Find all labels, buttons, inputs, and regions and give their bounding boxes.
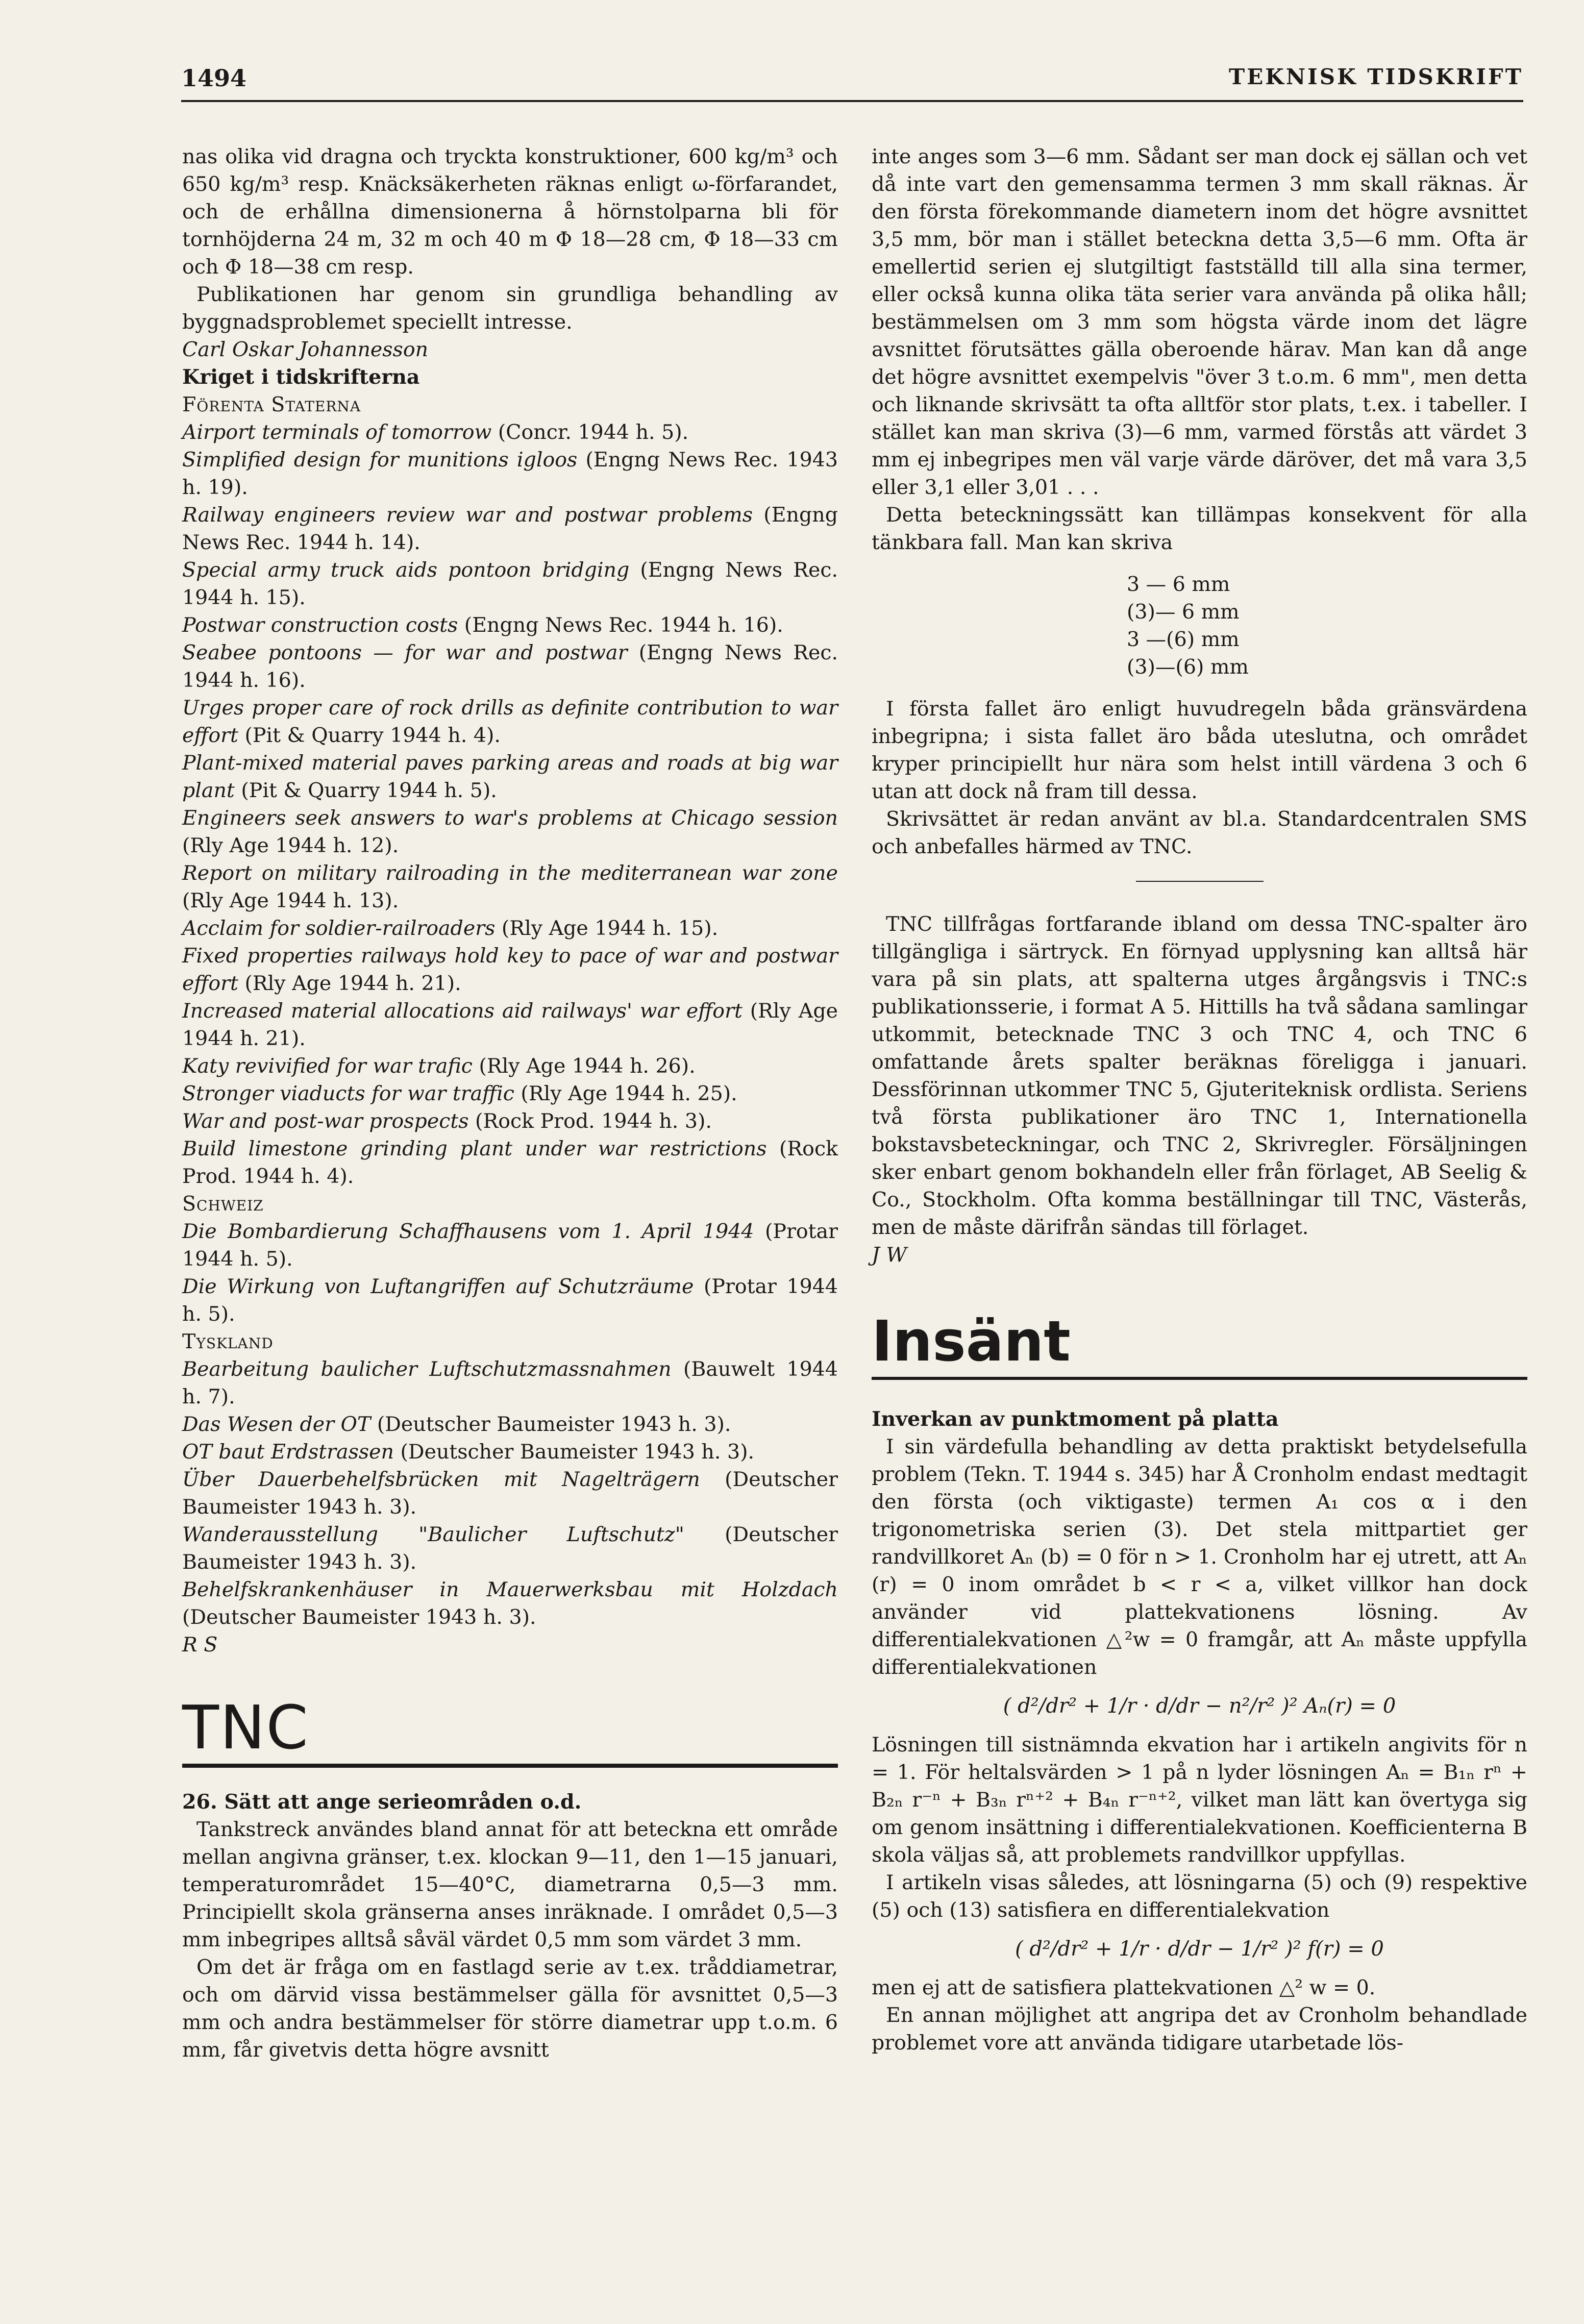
article-26-after: Skrivsättet är redan använt av bl.a. Standardcentralen SMS och anbefalles härmed av TNC. (872, 807, 1527, 858)
right-column (872, 143, 1527, 2057)
reference-source: (Engng News Rec. 1944 h. 15). (182, 558, 838, 609)
inverkan-paragraph: I artikeln visas således, att lösningarna (5) och (9) respektive (5) och (13) satisfiera en differentialekvation (872, 1871, 1527, 1922)
reference-title: OT baut Erdstrassen (182, 1440, 394, 1464)
range-example: (3)—(6) mm (1127, 655, 1249, 679)
reference-title: Postwar construction costs (182, 613, 458, 637)
reference-title: Die Wirkung von Luftangriffen auf Schutzräume (182, 1275, 694, 1298)
reference-entry (182, 694, 838, 749)
reference-entry (182, 1052, 838, 1080)
usa-entry-list (182, 418, 838, 1190)
reference-entry (182, 1466, 838, 1521)
intro-paragraph: Publikationen har genom sin grundliga behandling av byggnadsproblemet speciellt intresse. (182, 283, 838, 334)
reference-source: (Engng News Rec. 1944 h. 16). (182, 641, 838, 692)
reference-source: (Pit & Quarry 1944 h. 5). (234, 779, 497, 802)
inverkan-heading: Inverkan av punktmoment på platta (872, 1407, 1279, 1431)
reference-source: (Rly Age 1944 h. 26). (472, 1054, 696, 1078)
inverkan-paragraph: En annan möjlighet att angripa det av Cronholm behandlade problemet vore att använda tidigare utarbetade lös- (872, 2004, 1527, 2055)
reference-source: (Rly Age 1944 h. 21). (238, 972, 461, 995)
reference-entry (182, 611, 838, 639)
inverkan-paragraph: men ej att de satisfiera plattekvationen △² w = 0. (872, 1976, 1376, 1999)
reference-entry (182, 1355, 838, 1411)
article-26-heading: 26. Sätt att ange serieområden o.d. (182, 1790, 582, 1814)
reference-source: (Deutscher Baumeister 1943 h. 3). (182, 1605, 536, 1629)
country-heading-tyskland: Tyskland (182, 1330, 274, 1353)
reference-title: Airport terminals of tomorrow (182, 421, 492, 444)
insant-section-title: Insänt (872, 1308, 1071, 1374)
reference-entry (182, 1218, 838, 1273)
header-rule (181, 100, 1523, 102)
inverkan-paragraph: Lösningen till sistnämnda ekvation har i artikeln angivits för n = 1. För heltalsvärden > 1 på n lyder lösningen Aₙ = B₁ₙ rⁿ + B₂ₙ r⁻ⁿ + B₃ₙ rⁿ⁺² + B₄ₙ r⁻ⁿ⁺², vilket man lätt kan övertyga sig om genom insättning i differentialekvationen. Koefficienterna B skola väljas så, att problemets randvillkor uppfyllas. (872, 1733, 1527, 1867)
tyskland-entry-list (182, 1355, 838, 1631)
reference-source: (Rly Age 1944 h. 12). (182, 834, 399, 857)
reference-title: Behelfskrankenhäuser in Mauerwerksbau mit Holzdach (182, 1578, 838, 1601)
reference-source: (Rock Prod. 1944 h. 3). (468, 1109, 712, 1133)
reference-title: Seabee pontoons — for war and postwar (182, 641, 628, 664)
tnc-section-title: TNC (182, 1692, 309, 1763)
reference-entry (182, 1107, 838, 1135)
country-heading-schweiz: Schweiz (182, 1192, 264, 1216)
reference-title: Railway engineers review war and postwar problems (182, 503, 753, 527)
reference-source: (Deutscher Baumeister 1943 h. 3). (182, 1523, 838, 1574)
reference-source: (Deutscher Baumeister 1943 h. 3). (370, 1413, 731, 1436)
reference-entry (182, 639, 838, 694)
reference-title: Simplified design for munitions igloos (182, 448, 578, 472)
reference-entry (182, 556, 838, 611)
reference-entry (182, 997, 838, 1052)
reference-source: (Deutscher Baumeister 1943 h. 3). (393, 1440, 755, 1464)
reference-entry (182, 446, 838, 501)
tnc-title-rule (182, 1764, 838, 1768)
section-heading-kriget: Kriget i tidskrifterna (182, 365, 420, 389)
reference-source: (Rly Age 1944 h. 25). (514, 1082, 737, 1105)
range-examples (872, 571, 1527, 681)
reference-entry (182, 1273, 838, 1328)
reference-title: Acclaim for soldier-railroaders (182, 917, 496, 940)
reference-entry (182, 1438, 838, 1466)
reference-title: Stronger viaducts for war traffic (182, 1082, 514, 1105)
tyskland-signature: R S (182, 1633, 218, 1657)
reference-entry (182, 749, 838, 804)
page-header (181, 60, 1523, 101)
page-number: 1494 (181, 64, 247, 92)
reference-source: (Protar 1944 h. 5). (182, 1275, 838, 1326)
reference-entry (182, 859, 838, 914)
inverkan-paragraph: I sin värdefulla behandling av detta praktiskt betydelsefulla problem (Tekn. T. 1944 s. 345) har Å Cronholm endast medtagit den första (och viktigaste) termen A₁ cos α i den trigonometriska serien (3). Det stela mittpartiet ger randvillkoret Aₙ (b) = 0 för n > 1. Cronholm har ej utrett, att Aₙ (r) = 0 inom området b < r < a, vilket villkor han dock använder vid plattekvationens lösning. Av differentialekvationen △²w = 0 framgår, att Aₙ måste uppfylla differentialekvationen (872, 1435, 1527, 1679)
differential-equation-2: ( d²/dr² + 1/r · d/dr − 1/r² )² f(r) = 0 (1015, 1937, 1384, 1961)
reference-source: (Engng News Rec. 1944 h. 16). (458, 613, 783, 637)
reference-source: (Rly Age 1944 h. 21). (182, 999, 838, 1050)
reference-title: Urges proper care of rock drills as definite contribution to war effort (182, 696, 838, 747)
reference-entry (182, 1080, 838, 1107)
intro-signature: Carl Oskar Johannesson (182, 338, 429, 361)
reference-entry (182, 1135, 838, 1190)
article-26-after: I första fallet äro enligt huvudregeln båda gränsvärdena inbegripna; i sista fallet äro båda uteslutna, och området kryper principiellt hur nära som helst intill värdena 3 och 6 utan att dock nå fram till dessa. (872, 697, 1527, 803)
reference-title: Build limestone grinding plant under war restrictions (182, 1137, 767, 1160)
reference-entry (182, 1576, 838, 1631)
reference-title: Katy revivified for war trafic (182, 1054, 473, 1078)
schweiz-entry-list (182, 1218, 838, 1328)
reference-entry (182, 914, 838, 942)
reference-source: (Engng News Rec. 1943 h. 19). (182, 448, 838, 499)
reference-source: (Engng News Rec. 1944 h. 14). (182, 503, 838, 554)
reference-title: Engineers seek answers to war's problems at Chicago session (182, 806, 838, 830)
reference-title: Über Dauerbehelfsbrücken mit Nagelträgern (182, 1468, 700, 1491)
range-example: 3 — 6 mm (1127, 573, 1230, 596)
reference-source: (Pit & Quarry 1944 h. 4). (238, 724, 501, 747)
reference-title: Plant-mixed material paves parking areas and roads at big war plant (182, 751, 838, 802)
reference-title: Bearbeitung baulicher Luftschutzmassnahmen (182, 1357, 672, 1381)
section-divider (1136, 881, 1264, 882)
journal-title: TEKNISK TIDSKRIFT (1228, 64, 1523, 89)
reference-title: Das Wesen der OT (182, 1413, 371, 1436)
tnc-note-signature: J W (872, 1243, 907, 1267)
reference-entry (182, 1521, 838, 1576)
article-26-paragraph: Om det är fråga om en fastlagd serie av t.ex. tråddiametrar, och om därvid vissa bestämmelser gälla för avsnittet 0,5—3 mm och andra bestämmelser för större diametrar upp t.o.m. 6 mm, får givetvis detta högre avsnitt (182, 1956, 838, 2062)
reference-title: Fixed properties railways hold key to pace of war and postwar effort (182, 944, 838, 995)
left-column (182, 143, 838, 2064)
reference-entry (182, 942, 838, 997)
tnc-note-paragraph: TNC tillfrågas fortfarande ibland om dessa TNC-spalter äro tillgängliga i särtryck. En förnyad upplysning kan alltså här vara på sin plats, att spalterna utges årgångsvis i TNC:s publikationsserie, i format A 5. Hittills ha två sådana samlingar utkommit, betecknade TNC 3 och TNC 4, och TNC 6 omfattande årets spalter beräknas föreligga i januari. Dessförinnan utkommer TNC 5, Gjuteriteknisk ordlista. Seriens två första publikationer äro TNC 1, Internationella bokstavsbeteckningar, och TNC 2, Skrivregler. Försäljningen sker enbart genom bokhandeln eller från förlaget, AB Seelig & Co., Stockholm. Ofta komma beställningar till TNC, Västerås, men de måste därifrån sändas till förlaget. (872, 912, 1527, 1239)
reference-source: (Rock Prod. 1944 h. 4). (182, 1137, 838, 1188)
reference-source: (Concr. 1944 h. 5). (491, 421, 689, 444)
reference-title: Die Bombardierung Schaffhausens vom 1. April 1944 (182, 1220, 754, 1243)
reference-entry (182, 804, 838, 859)
reference-title: Report on military railroading in the mediterranean war zone (182, 861, 838, 885)
reference-title: War and post-war prospects (182, 1109, 469, 1133)
article-26-paragraph: Tankstreck användes bland annat för att beteckna ett område mellan angivna gränser, t.ex. klockan 9—11, den 1—15 januari, temperaturområdet 15—40°C, diametrarna 0,5—3 mm. Principiellt skola gränserna anses inräknade. I området 0,5—3 mm inbegripes alltså såväl värdet 0,5 mm som värdet 3 mm. (182, 1818, 838, 1951)
reference-title: Special army truck aids pontoon bridging (182, 558, 630, 582)
reference-title: Wanderausstellung "Baulicher Luftschutz" (182, 1523, 684, 1546)
reference-source: (Bauwelt 1944 h. 7). (182, 1357, 838, 1408)
article-26-continuation: Detta beteckningssätt kan tillämpas konsekvent för alla tänkbara fall. Man kan skriva (872, 503, 1527, 554)
reference-entry (182, 1411, 838, 1438)
country-heading-usa: Förenta Staterna (182, 393, 361, 416)
range-example: (3)— 6 mm (1127, 600, 1240, 624)
article-26-continuation: inte anges som 3—6 mm. Sådant ser man dock ej sällan och vet då inte vart den gemensamma termen 3 mm skall räknas. Är den första förekommande diametern inom det högre avsnittet 3,5 mm, bör man i stället beteckna detta 3,5—6 mm. Ofta är emellertid serien ej slutgiltigt fastställd till alla sina termer, eller också kunna olika täta serier vara använda på olika håll; bestämmelsen om 3 mm som högsta värde inom det lägre avsnittet förutsättes gälla oberoende härav. Man kan då ange det högre avsnittet exempelvis "över 3 t.o.m. 6 mm", men detta och liknande skrivsätt ta ofta alltför stor plats, t.ex. i tabeller. I stället kan man skriva (3)—6 mm, varmed förstås att värdet 3 mm ej inbegripes men väl varje värde däröver, det må vara 3,5 eller 3,1 eller 3,01 . . . (872, 145, 1527, 499)
reference-source: (Rly Age 1944 h. 13). (182, 889, 399, 912)
reference-entry (182, 501, 838, 556)
differential-equation-1: ( d²/dr² + 1/r · d/dr − n²/r² )² Aₙ(r) = 0 (1003, 1694, 1396, 1718)
reference-source: (Deutscher Baumeister 1943 h. 3). (182, 1468, 838, 1519)
intro-paragraph: nas olika vid dragna och tryckta konstruktioner, 600 kg/m³ och 650 kg/m³ resp. Knäcksäkerheten räknas enligt ω-förfarandet, och de erhållna dimensionerna å hörnstolparna bli för tornhöjderna 24 m, 32 m och 40 m Φ 18—28 cm, Φ 18—33 cm och Φ 18—38 cm resp. (182, 145, 838, 279)
reference-source: (Rly Age 1944 h. 15). (495, 917, 719, 940)
reference-title: Increased material allocations aid railways' war effort (182, 999, 742, 1023)
range-example: 3 —(6) mm (1127, 628, 1240, 651)
reference-source: (Protar 1944 h. 5). (182, 1220, 838, 1271)
insant-title-rule (872, 1377, 1527, 1380)
reference-entry (182, 418, 838, 446)
